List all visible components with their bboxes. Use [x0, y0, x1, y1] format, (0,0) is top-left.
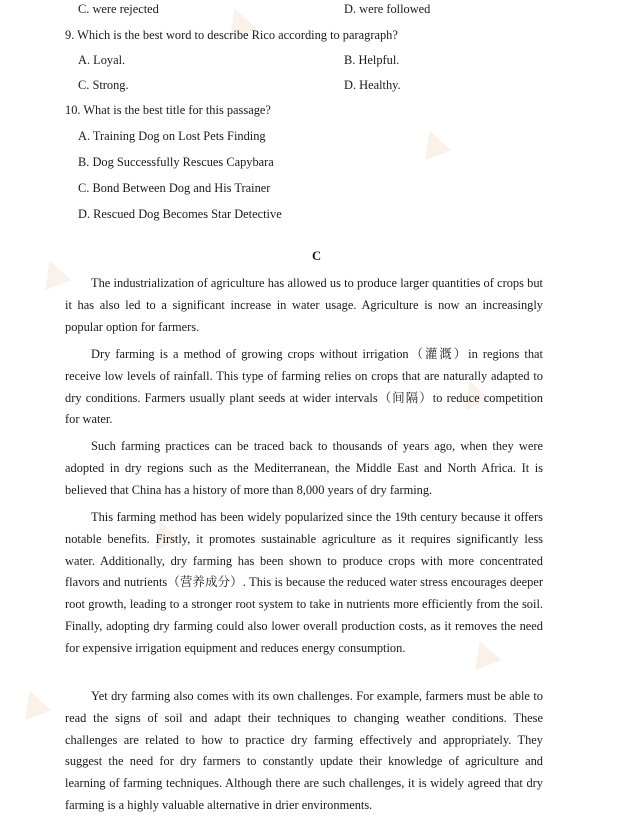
passage-paragraph-2: Dry farming is a method of growing crops without irrigation（灌溉）in regions that receive low levels of rainfall. This type of farming relies on crops that are naturally adapted to dry conditions. Farmers usually plant seeds at wider intervals（间隔）to reduce competition for water. [65, 347, 543, 427]
prev-option-c: C. were rejected [78, 2, 159, 16]
question-10-stem: 10. What is the best title for this passage? [65, 103, 271, 117]
question-10-option-c: C. Bond Between Dog and His Trainer [78, 181, 271, 195]
watermark-logo-icon [416, 126, 451, 160]
watermark-logo-icon [16, 686, 51, 720]
question-10-option-d: D. Rescued Dog Becomes Star Detective [78, 207, 282, 221]
question-9-option-c: C. Strong. [78, 78, 129, 92]
passage-paragraph-4: This farming method has been widely popularized since the 19th century because it offers notable benefits. Firstly, it promotes sustainable agriculture as it requires significantly less water. Additionally, dry farming has been shown to produce crops with more concentrated flavors and nutrients（营养成分）. This is because the reduced water stress encourages deeper root growth, leading to a stronger root system to take in nutrients more efficiently from the soil. Finally, adopting dry farming could also lower overall production costs, as it removes the need for expensive irrigation equipment and reduces energy consumption. [65, 510, 543, 655]
prev-option-d: D. were followed [344, 2, 431, 16]
question-9-option-d: D. Healthy. [344, 78, 401, 92]
question-9-option-b: B. Helpful. [344, 53, 400, 67]
question-10-option-b: B. Dog Successfully Rescues Capybara [78, 155, 274, 169]
question-10-option-a: A. Training Dog on Lost Pets Finding [78, 129, 266, 143]
question-9-option-a: A. Loyal. [78, 53, 126, 67]
passage-paragraph-5: Yet dry farming also comes with its own challenges. For example, farmers must be able to read the signs of soil and adapt their techniques to changing weather conditions. These challenges are related to how to practice dry farming effectively and appropriately. They suggest the need for dry farmers to constantly update their knowledge of agriculture and learning of farming techniques. Although there are such challenges, it is widely agreed that dry farming is a highly valuable alternative in drier environments. [65, 689, 543, 812]
question-9-stem: 9. Which is the best word to describe Rico according to paragraph? [65, 28, 398, 42]
section-heading: C [311, 249, 322, 263]
passage-paragraph-1: The industrialization of agriculture has allowed us to produce larger quantities of crops but it has also led to a significant increase in water usage. Agriculture is now an increasingly popular option for farmers. [65, 276, 543, 334]
passage-paragraph-3: Such farming practices can be traced back to thousands of years ago, when they were adopted in dry regions such as the Mediterranean, the Middle East and North Africa. It is believed that China has a history of more than 8,000 years of dry farming. [65, 439, 543, 497]
